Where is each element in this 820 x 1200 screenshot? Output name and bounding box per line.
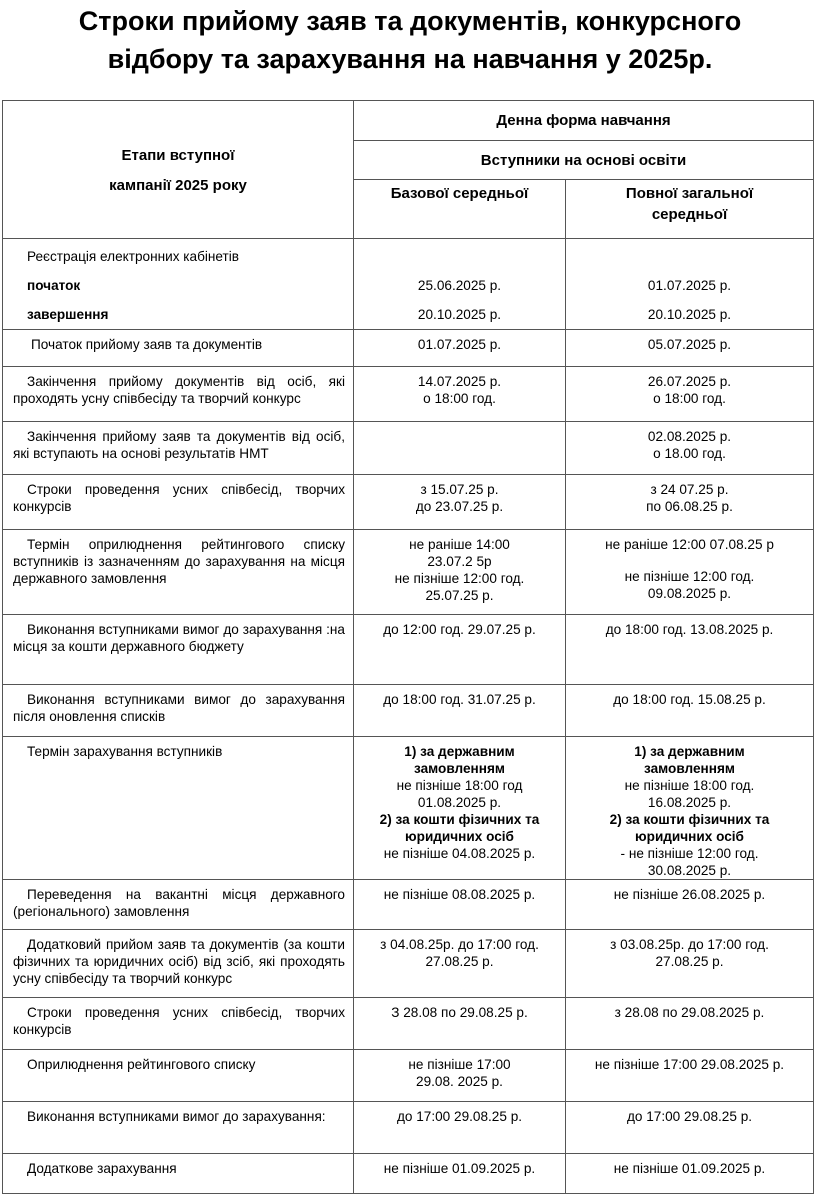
basic-cell: 25.06.2025 р. 20.10.2025 р. bbox=[354, 239, 566, 330]
basic-cell: 14.07.2025 р. о 18:00 год. bbox=[354, 367, 566, 422]
full-cell: 26.07.2025 р. о 18:00 год. bbox=[566, 367, 814, 422]
table-row bbox=[3, 998, 814, 1050]
table-row bbox=[3, 1154, 814, 1194]
stage-cell: Термін оприлюднення рейтингового списку вступників із зазначенням до зарахування на місця державного замовлення bbox=[3, 530, 354, 615]
stage-cell: Додаткове зарахування bbox=[3, 1154, 354, 1194]
full-cell: 1) за державним замовленням не пізніше 18:00 год. 16.08.2025 р. 2) за кошти фізичних та юридичних осіб - не пізніше 12:00 год. 30.08.2025 р. bbox=[566, 737, 814, 880]
table-row bbox=[3, 475, 814, 530]
basic-cell: не пізніше 01.09.2025 р. bbox=[354, 1154, 566, 1194]
stage-cell: Переведення на вакантні місця державного (регіонального) замовлення bbox=[3, 880, 354, 930]
basic-cell: 01.07.2025 р. bbox=[354, 330, 566, 367]
basic-cell bbox=[354, 422, 566, 475]
table-row bbox=[3, 685, 814, 737]
stage-cell: Закінчення прийому документів від осіб, які проходять усну співбесіду та творчий конкурс bbox=[3, 367, 354, 422]
full-cell: 02.08.2025 р. о 18.00 год. bbox=[566, 422, 814, 475]
table-row bbox=[3, 239, 814, 330]
stage-cell: Закінчення прийому заяв та документів від осіб, які вступають на основі результатів НМТ bbox=[3, 422, 354, 475]
stage-cell: Строки проведення усних співбесід, творчих конкурсів bbox=[3, 998, 354, 1050]
full-cell: з 03.08.25р. до 17:00 год. 27.08.25 р. bbox=[566, 930, 814, 998]
basic-cell: не пізніше 17:00 29.08. 2025 р. bbox=[354, 1050, 566, 1102]
stage-cell: Виконання вступниками вимог до зарахування після оновлення списків bbox=[3, 685, 354, 737]
table-row bbox=[3, 737, 814, 880]
table-row bbox=[3, 615, 814, 685]
basic-cell: З 28.08 по 29.08.25 р. bbox=[354, 998, 566, 1050]
table-row bbox=[3, 880, 814, 930]
stage-cell: Оприлюднення рейтингового списку bbox=[3, 1050, 354, 1102]
title-line-2: відбору та зарахування на навчання у 2025р. bbox=[107, 44, 713, 74]
basic-cell: з 04.08.25р. до 17:00 год. 27.08.25 р. bbox=[354, 930, 566, 998]
full-cell: 05.07.2025 р. bbox=[566, 330, 814, 367]
full-cell: не раніше 12:00 07.08.25 р не пізніше 12:00 год. 09.08.2025 р. bbox=[566, 530, 814, 615]
stage-cell: Виконання вступниками вимог до зарахування: bbox=[3, 1102, 354, 1154]
full-cell: не пізніше 17:00 29.08.2025 р. bbox=[566, 1050, 814, 1102]
stage-cell: Строки проведення усних співбесід, творчих конкурсів bbox=[3, 475, 354, 530]
basic-cell: 1) за державним замовленням не пізніше 18:00 год 01.08.2025 р. 2) за кошти фізичних та юридичних осіб не пізніше 04.08.2025 р. bbox=[354, 737, 566, 880]
stage-cell: Термін зарахування вступників bbox=[3, 737, 354, 880]
full-cell: не пізніше 01.09.2025 р. bbox=[566, 1154, 814, 1194]
basic-cell: до 12:00 год. 29.07.25 р. bbox=[354, 615, 566, 685]
table-row bbox=[3, 1050, 814, 1102]
full-cell: не пізніше 26.08.2025 р. bbox=[566, 880, 814, 930]
title-line-1: Строки прийому заяв та документів, конкурсного bbox=[78, 6, 742, 36]
table-row bbox=[3, 330, 814, 367]
table-row bbox=[3, 422, 814, 475]
header-full: Повної загальної середньої bbox=[566, 180, 814, 239]
full-cell: з 28.08 по 29.08.2025 р. bbox=[566, 998, 814, 1050]
stage-cell: Реєстрація електронних кабінетів початок завершення bbox=[3, 239, 354, 330]
stage-cell: Виконання вступниками вимог до зарахування :на місця за кошти державного бюджету bbox=[3, 615, 354, 685]
table-row bbox=[3, 367, 814, 422]
table-row bbox=[3, 930, 814, 998]
header-row-1 bbox=[3, 101, 814, 141]
table-row bbox=[3, 1102, 814, 1154]
full-cell: 01.07.2025 р. 20.10.2025 р. bbox=[566, 239, 814, 330]
full-cell: до 18:00 год. 15.08.25 р. bbox=[566, 685, 814, 737]
full-cell: до 18:00 год. 13.08.2025 р. bbox=[566, 615, 814, 685]
page-title bbox=[0, 2, 820, 78]
stage-cell: Додатковий прийом заяв та документів (за кошти фізичних та юридичних осіб) від зсіб, які проходять усну співбесіду та творчий конкурс bbox=[3, 930, 354, 998]
table-row bbox=[3, 530, 814, 615]
admission-schedule-table bbox=[2, 100, 814, 1194]
header-form: Денна форма навчання bbox=[354, 101, 814, 141]
basic-cell: до 18:00 год. 31.07.25 р. bbox=[354, 685, 566, 737]
header-basic: Базової середньої bbox=[354, 180, 566, 239]
stage-cell: Початок прийому заяв та документів bbox=[3, 330, 354, 367]
basic-cell: не пізніше 08.08.2025 р. bbox=[354, 880, 566, 930]
basic-cell: не раніше 14:00 23.07.2 5р не пізніше 12:00 год. 25.07.25 р. bbox=[354, 530, 566, 615]
basic-cell: з 15.07.25 р. до 23.07.25 р. bbox=[354, 475, 566, 530]
full-cell: до 17:00 29.08.25 р. bbox=[566, 1102, 814, 1154]
header-education-base: Вступники на основі освіти bbox=[354, 141, 814, 180]
basic-cell: до 17:00 29.08.25 р. bbox=[354, 1102, 566, 1154]
full-cell: з 24 07.25 р. по 06.08.25 р. bbox=[566, 475, 814, 530]
header-stages: Етапи вступної кампанії 2025 року bbox=[3, 101, 354, 239]
